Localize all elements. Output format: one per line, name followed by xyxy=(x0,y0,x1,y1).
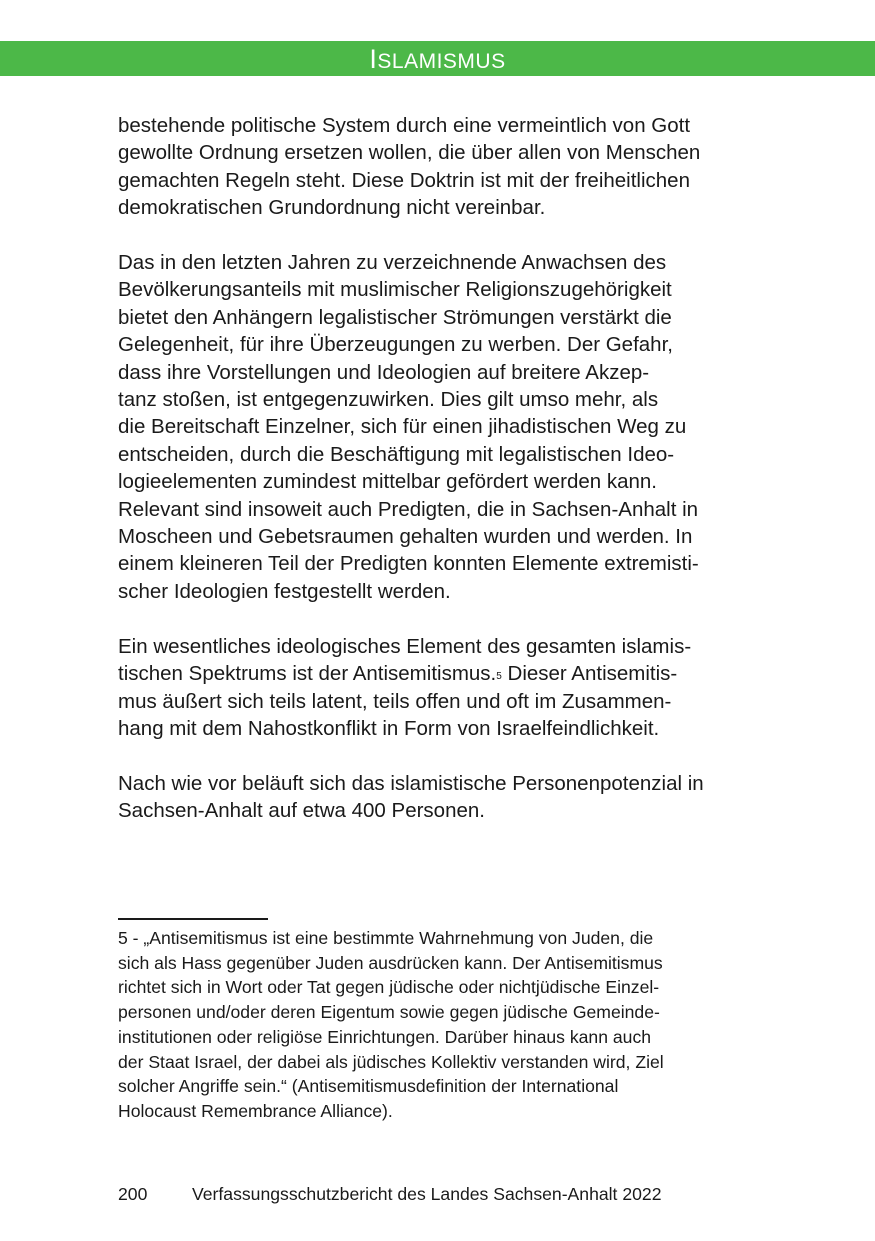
text-line: Das in den letzten Jahren zu verzeichnende Anwachsen des xyxy=(118,251,667,275)
footnote-line: solcher Angriffe sein.“ (Antisemitismusdefinition der International xyxy=(118,1076,619,1097)
text-line-part: Dieser Antisemitis- xyxy=(501,662,678,686)
text-line: demokratischen Grundordnung nicht vereinbar. xyxy=(118,196,546,220)
text-line-with-footnote xyxy=(118,660,768,687)
text-line: die Bereitschaft Einzelner, sich für einen jihadistischen Weg zu xyxy=(118,415,687,439)
paragraph-1 xyxy=(118,112,768,222)
text-line: bietet den Anhängern legalistischer Strömungen verstärkt die xyxy=(118,305,672,329)
footnote-divider xyxy=(118,918,268,920)
text-line: Nach wie vor beläuft sich das islamistische Personenpotenzial in xyxy=(118,771,704,795)
text-line: gewollte Ordnung ersetzen wollen, die über allen von Menschen xyxy=(118,141,701,165)
footnote-line: richtet sich in Wort oder Tat gegen jüdische oder nichtjüdische Einzel- xyxy=(118,977,660,998)
text-line: entscheiden, durch die Beschäftigung mit legalistischen Ideo- xyxy=(118,442,675,466)
text-line: dass ihre Vorstellungen und Ideologien auf breitere Akzep- xyxy=(118,360,650,384)
section-title-initial: I xyxy=(369,44,378,74)
footnote-line: sich als Hass gegenüber Juden ausdrücken kann. Der Antisemitismus xyxy=(118,952,663,973)
footnote xyxy=(118,926,768,1124)
text-line: Moscheen und Gebetsraumen gehalten wurden und werden. In xyxy=(118,525,693,549)
text-line: Sachsen-Anhalt auf etwa 400 Personen. xyxy=(118,799,485,823)
text-line: logieelementen zumindest mittelbar gefördert werden kann. xyxy=(118,470,657,494)
text-line: bestehende politische System durch eine vermeintlich von Gott xyxy=(118,114,691,137)
text-line: scher Ideologien festgestellt werden. xyxy=(118,579,451,603)
paragraph-4 xyxy=(118,770,768,825)
text-line-part: tischen Spektrums ist der Antisemitismus. xyxy=(118,662,497,686)
text-line: Bevölkerungsanteils mit muslimischer Religionszugehörigkeit xyxy=(118,278,672,302)
text-line: Ein wesentliches ideologisches Element des gesamten islamis- xyxy=(118,634,692,658)
text-line: einem kleineren Teil der Predigten konnten Elemente extremisti- xyxy=(118,552,699,576)
text-line: tanz stoßen, ist entgegenzuwirken. Dies gilt umso mehr, als xyxy=(118,388,659,412)
section-title-rest: SLAMISMUS xyxy=(377,50,506,73)
text-line: Gelegenheit, für ihre Überzeugungen zu werben. Der Gefahr, xyxy=(118,333,673,357)
footnote-line: 5 - „Antisemitismus ist eine bestimmte Wahrnehmung von Juden, die xyxy=(118,928,654,948)
footnote-line: Holocaust Remembrance Alliance). xyxy=(118,1100,393,1121)
text-line: hang mit dem Nahostkonflikt in Form von Israelfeindlichkeit. xyxy=(118,716,660,740)
footnote-reference[interactable]: 5 xyxy=(496,671,502,683)
paragraph-3 xyxy=(118,633,768,743)
text-line: mus äußert sich teils latent, teils offen und oft im Zusammen- xyxy=(118,689,672,713)
publication-title: Verfassungsschutzbericht des Landes Sachsen-Anhalt 2022 xyxy=(192,1184,662,1204)
paragraph-2 xyxy=(118,249,768,605)
footnote-line: personen und/oder deren Eigentum sowie gegen jüdische Gemeinde- xyxy=(118,1002,660,1023)
page-footer xyxy=(118,1182,661,1206)
text-line: Relevant sind insoweit auch Predigten, die in Sachsen-Anhalt in xyxy=(118,497,699,521)
page-number: 200 xyxy=(118,1184,148,1204)
footnote-line: institutionen oder religiöse Einrichtungen. Darüber hinaus kann auch xyxy=(118,1026,652,1047)
text-line: gemachten Regeln steht. Diese Doktrin ist mit der freiheitlichen xyxy=(118,168,690,192)
footnote-line: der Staat Israel, der dabei als jüdisches Kollektiv verstanden wird, Ziel xyxy=(118,1051,664,1072)
body-text xyxy=(118,112,768,852)
section-title xyxy=(0,46,875,75)
